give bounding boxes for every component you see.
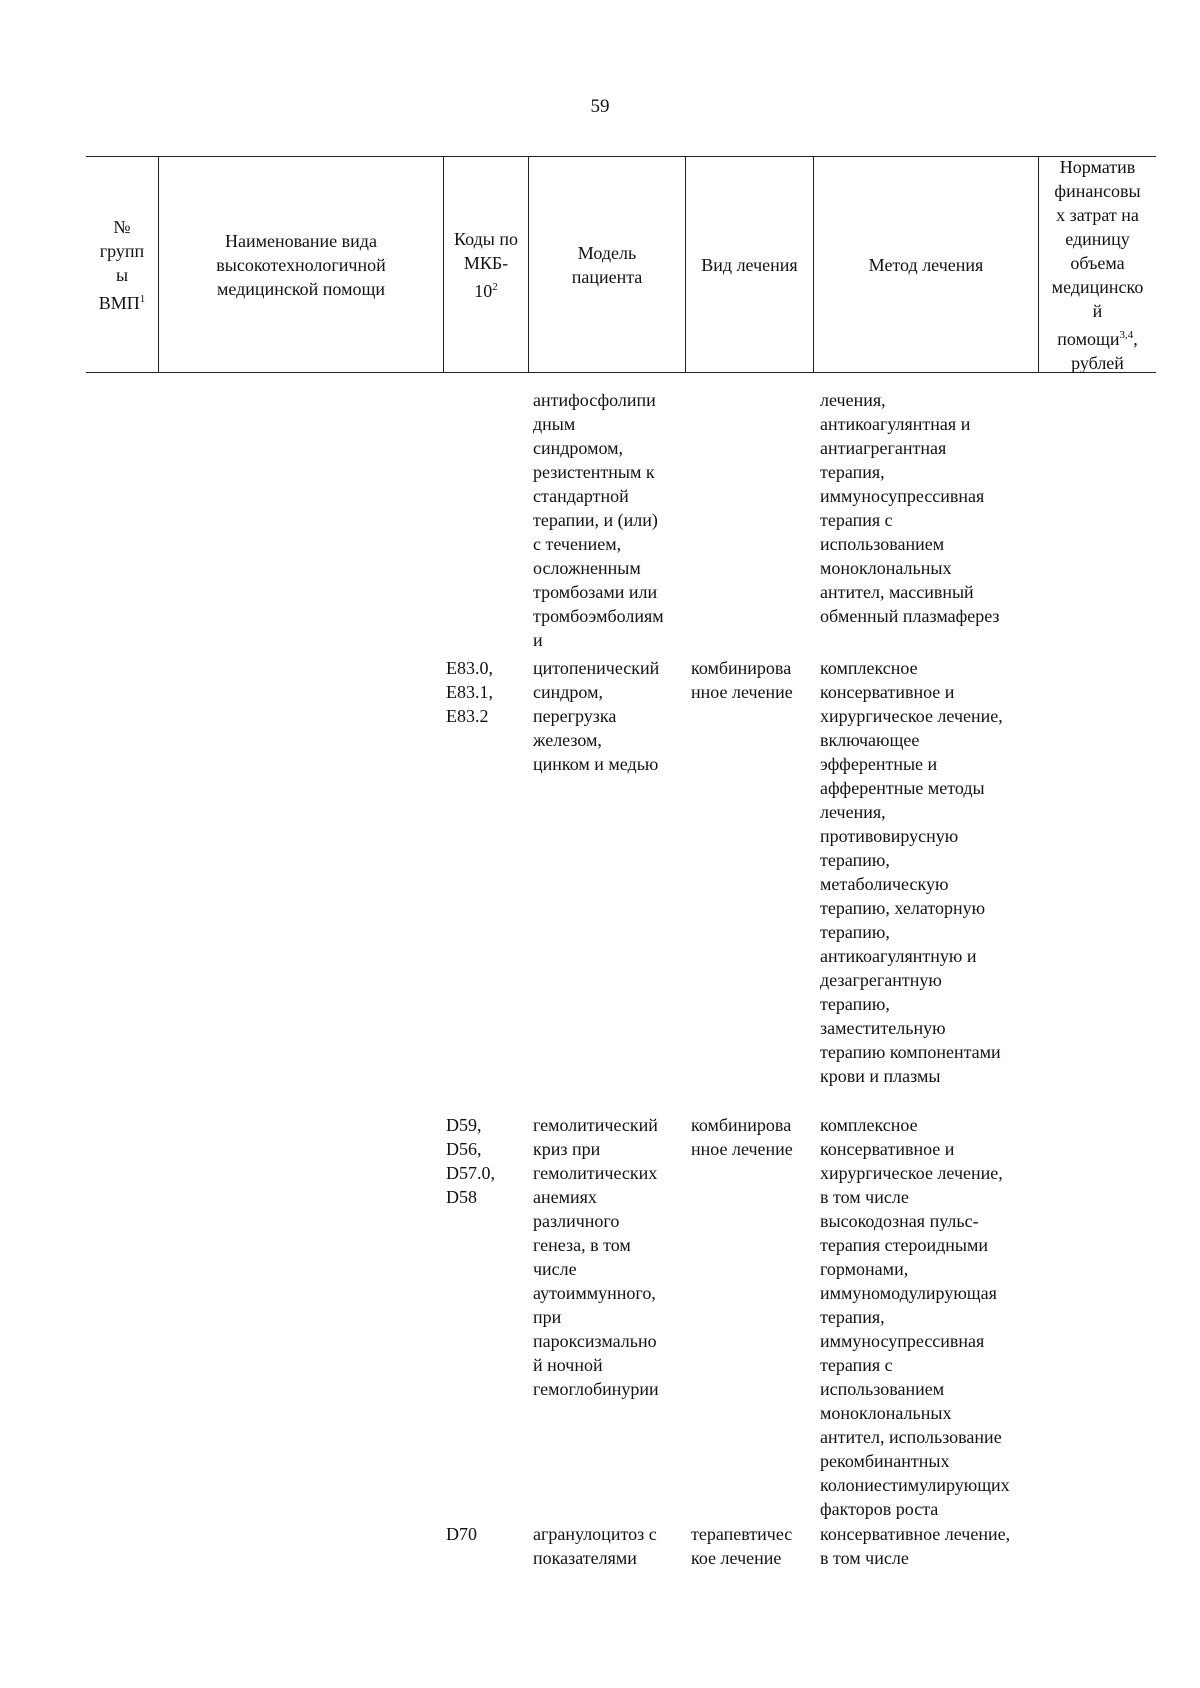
row-icd-codes: D59, D56, D57.0, D58 — [446, 1115, 495, 1207]
footnote-3-4: 3,4 — [1119, 328, 1134, 341]
table-header — [86, 156, 1156, 373]
row-treatment-method: лечения, антикоагулянтная и антиагрегантная терапия, иммуносупрессивная терапия с использованием моноклональных антител, массивный обменный плазмаферез — [820, 390, 1000, 626]
table-row — [0, 1522, 1200, 1582]
row-treatment-type: терапевтичес кое лечение — [691, 1524, 793, 1568]
row-patient-model: цитопенический синдром, перегрузка железом, цинком и медью — [533, 658, 660, 774]
row-icd-codes: D70 — [446, 1524, 477, 1544]
row-treatment-method: консервативное лечение, в том числе — [820, 1524, 1011, 1568]
row-patient-model: антифосфолипи дным синдромом, резистентным к стандартной терапии, и (или) с течением, осложненным тромбозами или тромбоэмболиям и — [533, 390, 664, 650]
table-body — [0, 388, 1200, 1582]
page-number: 59 — [590, 96, 610, 117]
header-icd-codes-text: Коды по МКБ- 10 — [454, 228, 518, 301]
row-patient-model: агранулоцитоз с показателями — [533, 1524, 657, 1568]
header-icd-codes — [443, 157, 528, 372]
table-row — [0, 656, 1200, 1113]
table-row — [0, 388, 1200, 656]
header-patient-model: Модель пациента — [528, 157, 685, 372]
header-financial-norm-text: Норматив финансовы х затрат на единицу объема медицинско й помощи — [1051, 156, 1144, 349]
row-treatment-method: комплексное консервативное и хирургическое лечение, в том числе высокодозная пульс- терапия стероидными гормонами, иммуномодулирующая терапия, иммуносупрессивная терапия с использованием моноклональных антител, использование рекомбинантных колониестимулирующих факторов роста — [820, 1115, 1010, 1519]
header-financial-norm-tail: , рублей — [1071, 328, 1138, 373]
footnote-2: 2 — [492, 280, 498, 293]
row-icd-codes: E83.0, E83.1, E83.2 — [446, 658, 493, 726]
header-treatment-type: Вид лечения — [685, 157, 813, 372]
header-group-number — [86, 157, 158, 372]
table-row — [0, 1113, 1200, 1522]
row-treatment-type: комбинирова нное лечение — [691, 658, 793, 702]
footnote-1: 1 — [139, 292, 146, 305]
header-group-number-text: № групп ы ВМП — [98, 216, 145, 313]
row-treatment-type: комбинирова нное лечение — [691, 1115, 793, 1159]
header-treatment-method: Метод лечения — [813, 157, 1038, 372]
row-treatment-method: комплексное консервативное и хирургическое лечение, включающее эфферентные и афферентные методы лечения, противовирусную терапию, метаболическую терапию, хелаторную терапию, антикоагулянтную и дезагрегантную терапию, заместительную терапию компонентами крови и плазмы — [820, 658, 1003, 1086]
header-care-type-name: Наименование вида высокотехнологичной медицинской помощи — [158, 157, 443, 372]
row-patient-model: гемолитический криз при гемолитических анемиях различного генеза, в том числе аутоиммунного, при пароксизмально й ночной гемоглобинурии — [533, 1115, 659, 1399]
header-financial-norm — [1038, 157, 1156, 372]
